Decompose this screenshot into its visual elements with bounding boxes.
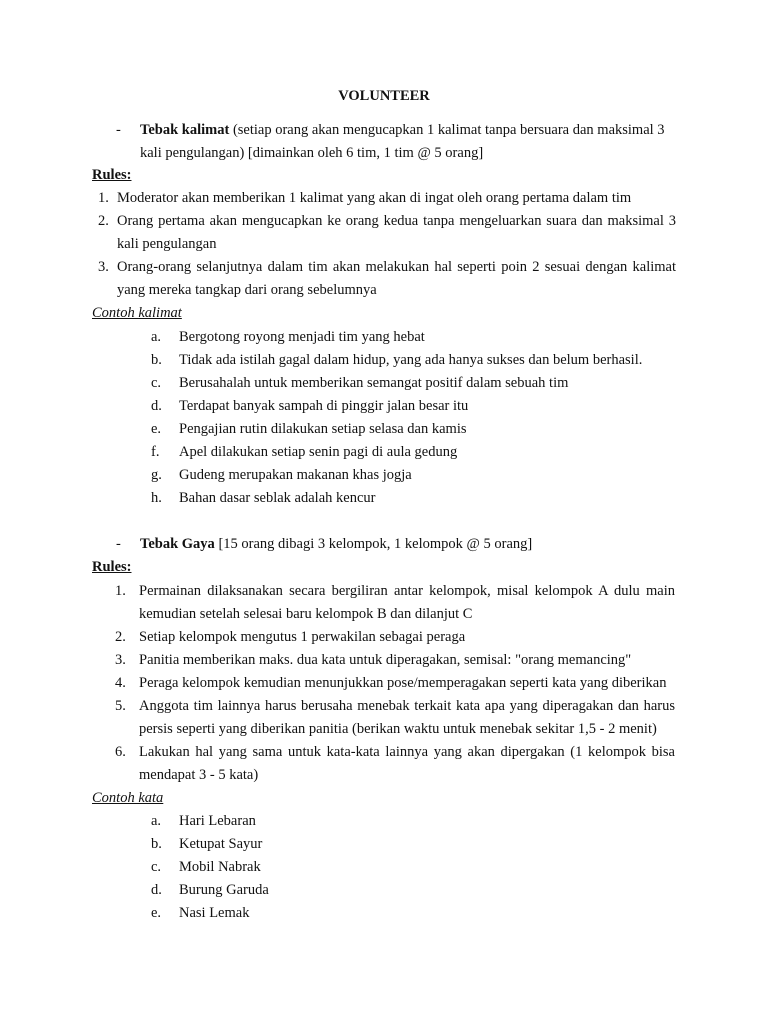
rule-item bbox=[115, 626, 675, 649]
example-text: Terdapat banyak sampah di pinggir jalan besar itu bbox=[179, 398, 469, 414]
example-letter: e. bbox=[151, 421, 162, 437]
rule-item bbox=[115, 695, 675, 741]
example-text: Bahan dasar seblak adalah kencur bbox=[179, 490, 376, 506]
rule-number: 3. bbox=[98, 259, 109, 275]
example-text: Ketupat Sayur bbox=[179, 836, 263, 852]
example-letter: b. bbox=[151, 836, 162, 852]
example-letter: d. bbox=[151, 882, 162, 898]
rule-text: Orang pertama akan mengucapkan ke orang kedua tanpa mengeluarkan suara dan maksimal 3 kali pengulangan bbox=[117, 213, 676, 252]
rule-number: 2. bbox=[115, 629, 126, 645]
game-tebak-gaya bbox=[92, 533, 677, 556]
rule-item bbox=[93, 256, 676, 302]
example-letter: c. bbox=[151, 375, 162, 391]
rule-item bbox=[115, 672, 675, 695]
example-letter: b. bbox=[151, 352, 162, 368]
rule-item bbox=[93, 210, 676, 256]
rule-item bbox=[115, 741, 675, 787]
game-description bbox=[140, 533, 677, 556]
game-tebak-kalimat bbox=[92, 119, 677, 165]
rule-item bbox=[115, 649, 675, 672]
game-name: Tebak Gaya bbox=[140, 536, 215, 552]
game-detail: [15 orang dibagi 3 kelompok, 1 kelompok @ 5 orang] bbox=[214, 536, 533, 552]
example-letter: d. bbox=[151, 398, 162, 414]
game-description bbox=[140, 119, 677, 165]
rules-heading: Rules: bbox=[92, 559, 132, 575]
rule-number: 6. bbox=[115, 744, 126, 760]
example-text: Apel dilakukan setiap senin pagi di aula gedung bbox=[179, 444, 458, 460]
example-letter: f. bbox=[151, 444, 160, 460]
example-text: Nasi Lemak bbox=[179, 905, 250, 921]
example-text: Pengajian rutin dilakukan setiap selasa dan kamis bbox=[179, 421, 467, 437]
rule-text: Moderator akan memberikan 1 kalimat yang akan di ingat oleh orang pertama dalam tim bbox=[117, 190, 632, 206]
document-title: VOLUNTEER bbox=[338, 88, 430, 104]
examples-heading: Contoh kata bbox=[92, 790, 164, 806]
bullet-dash: - bbox=[116, 122, 121, 138]
rule-item bbox=[115, 580, 675, 626]
rule-text: Permainan dilaksanakan secara bergiliran antar kelompok, misal kelompok A dulu main kemudian setelah selesai baru kelompok B dan dilanjut C bbox=[139, 583, 675, 622]
example-text: Hari Lebaran bbox=[179, 813, 256, 829]
example-text: Burung Garuda bbox=[179, 882, 269, 898]
example-text: Bergotong royong menjadi tim yang hebat bbox=[179, 329, 425, 345]
rule-text: Lakukan hal yang sama untuk kata-kata lainnya yang akan dipergakan (1 kelompok bisa mendapat 3 - 5 kata) bbox=[139, 744, 675, 783]
example-text: Berusahalah untuk memberikan semangat positif dalam sebuah tim bbox=[179, 375, 569, 391]
rule-text: Setiap kelompok mengutus 1 perwakilan sebagai peraga bbox=[139, 629, 466, 645]
rule-number: 3. bbox=[115, 652, 126, 668]
example-text: Gudeng merupakan makanan khas jogja bbox=[179, 467, 412, 483]
rule-number: 4. bbox=[115, 675, 126, 691]
rule-number: 5. bbox=[115, 698, 126, 714]
game-detail: (setiap orang akan mengucapkan 1 kalimat tanpa bersuara dan maksimal 3 kali pengulangan) [dimainkan oleh 6 tim, 1 tim @ 5 orang] bbox=[140, 122, 665, 161]
rule-number: 1. bbox=[115, 583, 126, 599]
example-letter: h. bbox=[151, 490, 162, 506]
rule-text: Anggota tim lainnya harus berusaha menebak terkait kata apa yang diperagakan dan harus persis seperti yang diberikan panitia (berikan waktu untuk menebak sekitar 1,5 - 2 menit) bbox=[139, 698, 675, 737]
rule-number: 2. bbox=[98, 213, 109, 229]
example-letter: g. bbox=[151, 467, 162, 483]
example-letter: a. bbox=[151, 329, 162, 345]
example-letter: e. bbox=[151, 905, 162, 921]
example-text: Tidak ada istilah gagal dalam hidup, yang ada hanya sukses dan belum berhasil. bbox=[179, 352, 643, 368]
rule-text: Orang-orang selanjutnya dalam tim akan melakukan hal seperti poin 2 sesuai dengan kalimat yang mereka tangkap dari orang sebelumnya bbox=[117, 259, 676, 298]
example-letter: a. bbox=[151, 813, 162, 829]
example-text: Mobil Nabrak bbox=[179, 859, 261, 875]
rules-heading: Rules: bbox=[92, 167, 132, 183]
rule-item bbox=[93, 187, 676, 210]
rule-text: Peraga kelompok kemudian menunjukkan pose/memperagakan seperti kata yang diberikan bbox=[139, 675, 667, 691]
rule-number: 1. bbox=[98, 190, 109, 206]
bullet-dash: - bbox=[116, 536, 121, 552]
game-name: Tebak kalimat bbox=[140, 122, 230, 138]
examples-heading: Contoh kalimat bbox=[92, 305, 182, 321]
rule-text: Panitia memberikan maks. dua kata untuk diperagakan, semisal: "orang memancing" bbox=[139, 652, 632, 668]
example-letter: c. bbox=[151, 859, 162, 875]
